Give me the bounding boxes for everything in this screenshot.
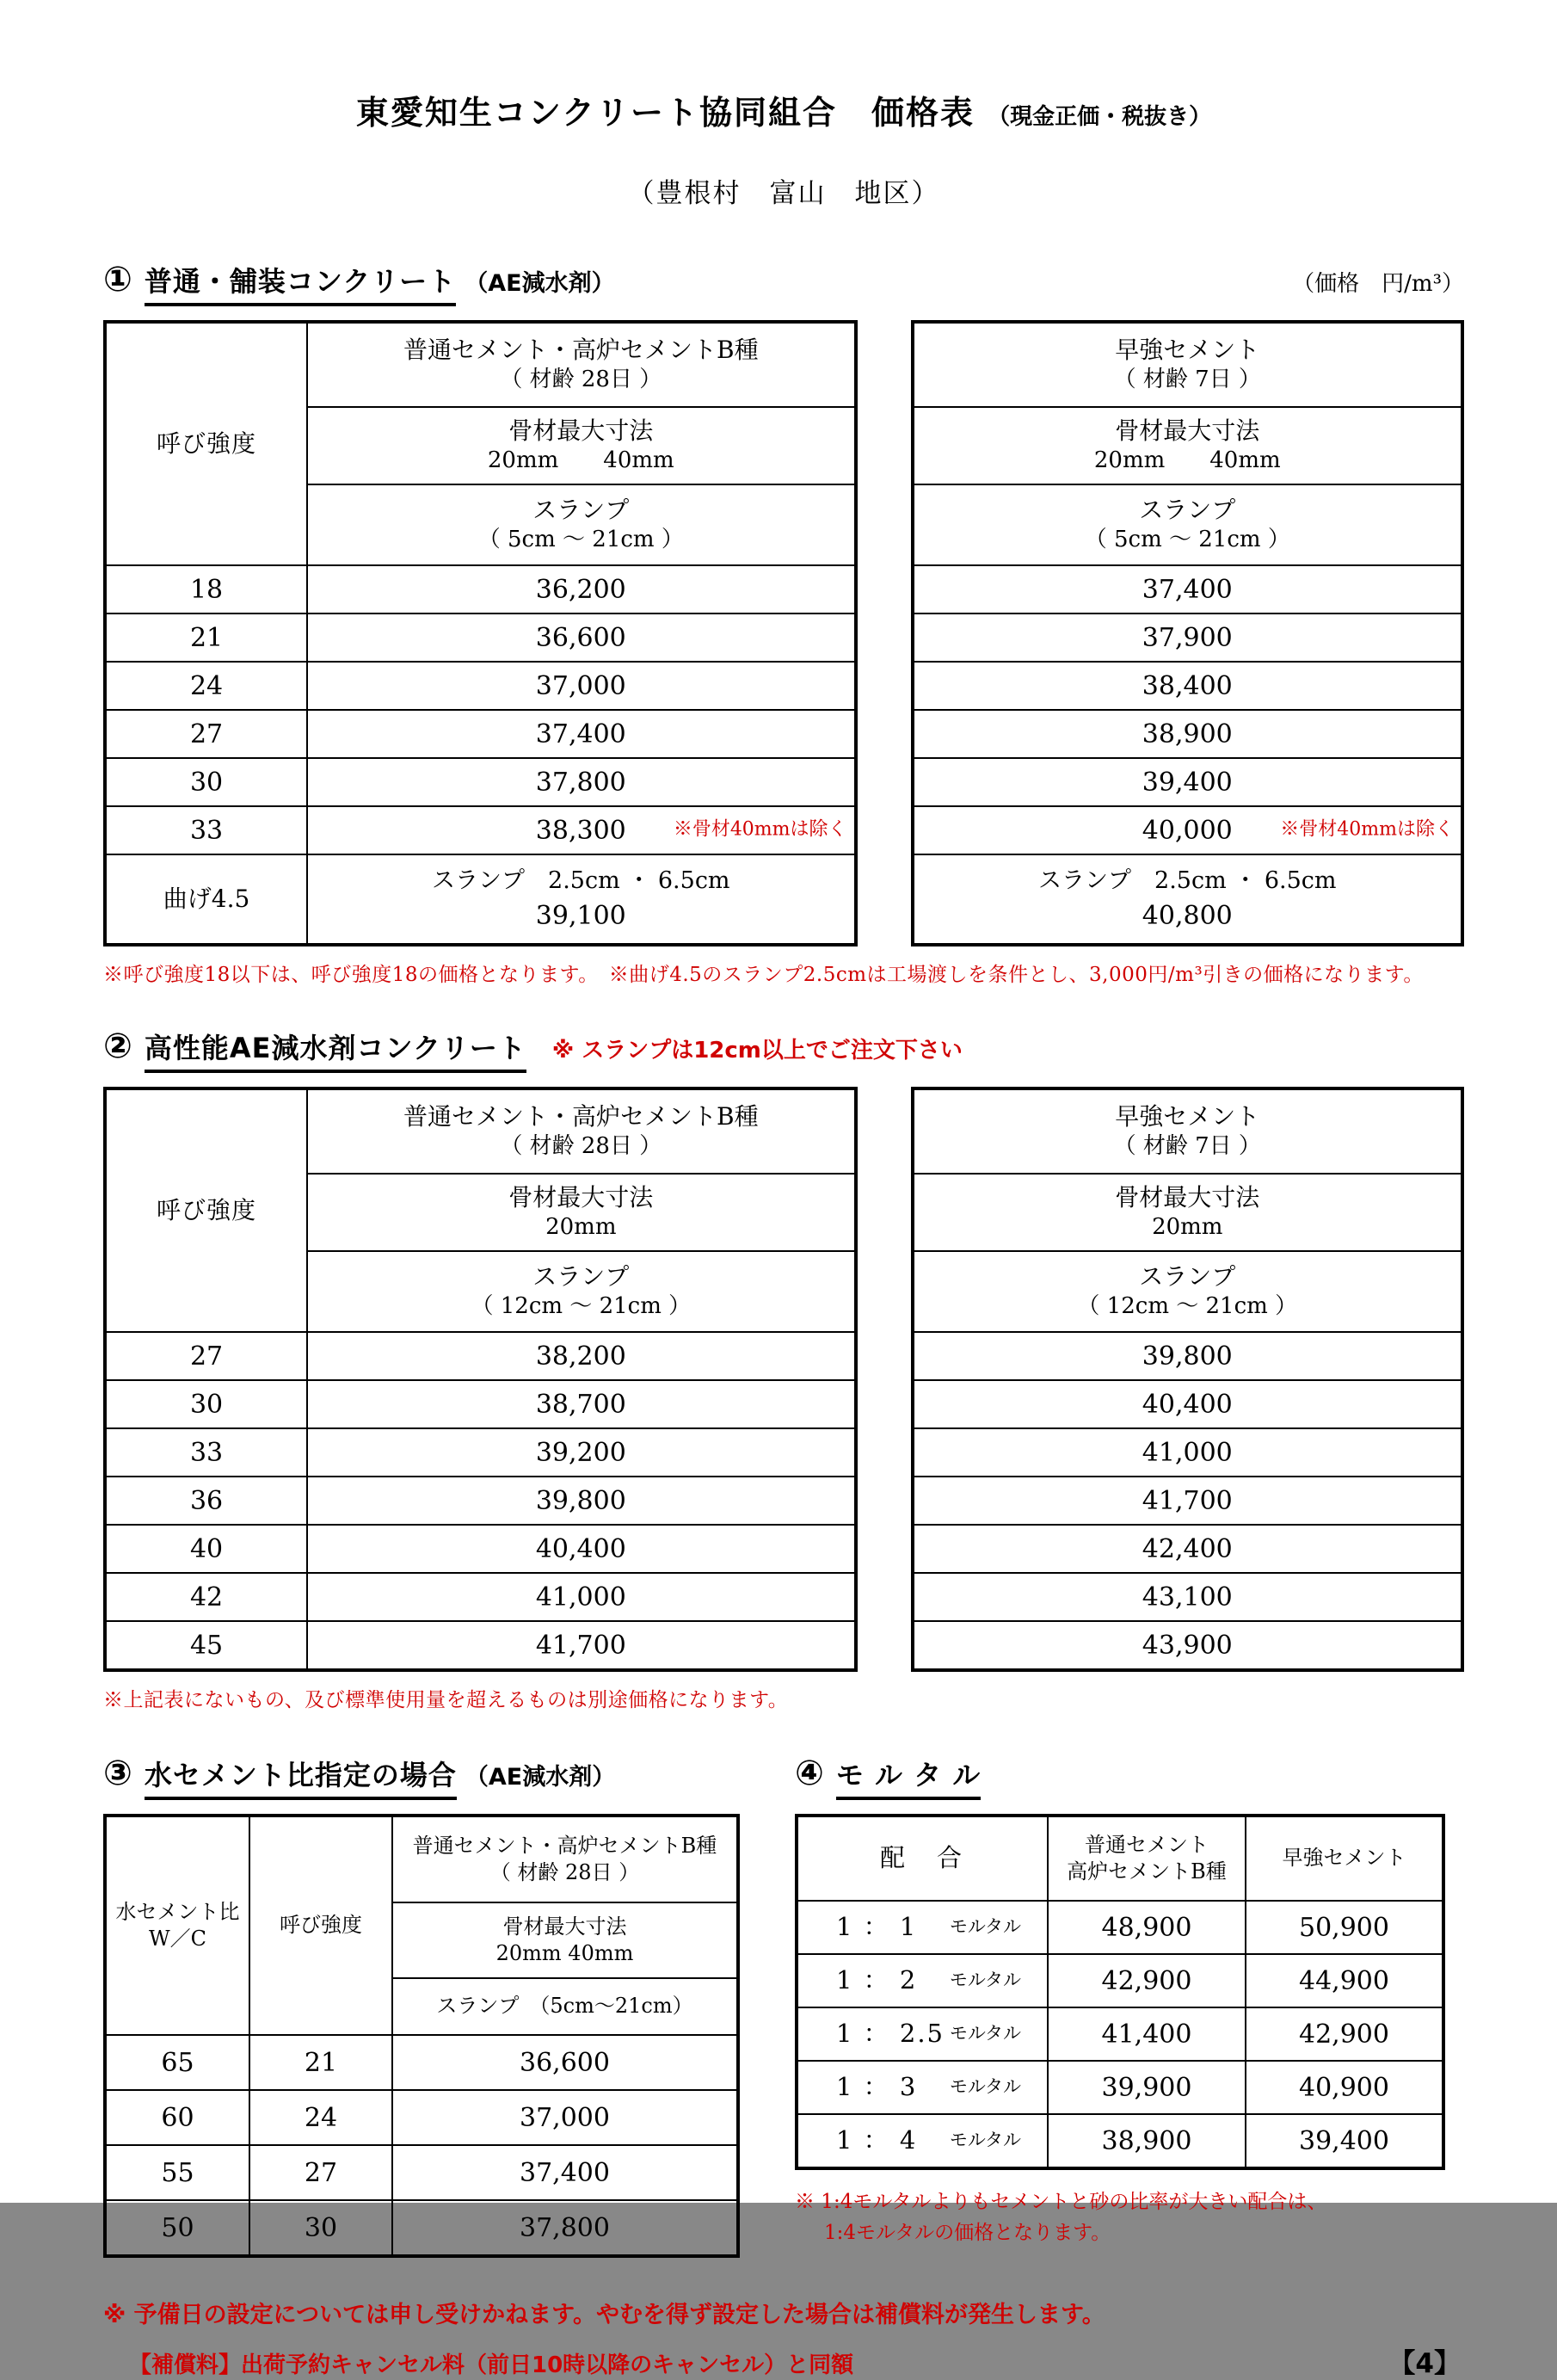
aggregate-header-cell: [913, 1174, 1462, 1251]
price-cell: [307, 806, 855, 854]
price-cell: 38,200: [307, 1332, 855, 1380]
table-row: [913, 322, 1462, 407]
table-row: [913, 806, 1462, 854]
price-cell: 37,800: [307, 758, 855, 806]
section-1-right-table: [911, 320, 1464, 946]
price-cell: 38,700: [307, 1380, 855, 1428]
section-2-right-table: [911, 1087, 1464, 1672]
bend-price-cell: [307, 854, 855, 945]
page-number: 【4】: [1388, 2348, 1461, 2379]
mix-header-cell: 配 合: [797, 1816, 1048, 1901]
normal-cement-line1: 普通セメント: [1085, 1832, 1209, 1857]
strength-cell: 33: [105, 806, 307, 854]
normal-price-cell: 38,900: [1048, 2114, 1246, 2168]
aggregate-label: 骨材最大寸法: [1115, 1182, 1260, 1212]
cement-header-cell: [392, 1816, 738, 1902]
rapid-price-cell: 44,900: [1246, 1954, 1443, 2007]
table-row: [105, 2145, 738, 2200]
rapid-price-cell: 42,900: [1246, 2007, 1443, 2061]
aggregate-label: 骨材最大寸法: [502, 1914, 627, 1939]
strength-header-cell: 呼び強度: [249, 1816, 392, 2035]
section-3-table: [103, 1814, 740, 2258]
table-row: [913, 662, 1462, 710]
table-row: [105, 806, 856, 854]
price-cell: 39,800: [307, 1477, 855, 1525]
table-row: [105, 854, 856, 945]
price-cell: 37,400: [392, 2145, 738, 2200]
slump-range: （ 12cm ～ 21cm ）: [471, 1293, 692, 1320]
table-row: [913, 1525, 1462, 1573]
mix-cell: [797, 1901, 1048, 1954]
price-cell: 37,400: [913, 565, 1462, 613]
aggregate-sizes: 20mm 40mm: [1093, 447, 1281, 474]
wc-header-cell: [105, 1816, 249, 2035]
bend-price-cell: [913, 854, 1462, 945]
section-1: [103, 260, 1464, 987]
table-row: [913, 1621, 1462, 1670]
normal-cement-header-cell: [1048, 1816, 1246, 1901]
mix-ratio: 1 ： 3: [836, 2072, 918, 2102]
table-row: [797, 2114, 1443, 2168]
table-row: [105, 1573, 856, 1621]
section-4-title: モ ル タ ル: [836, 1754, 981, 1800]
footer-line2: 【補償料】出荷予約キャンセル料（前日10時以降のキャンセル）と同額: [129, 2352, 854, 2378]
wc-cell: 55: [105, 2145, 249, 2200]
mix-unit: モルタル: [949, 1916, 1021, 1938]
price-cell: 38,400: [913, 662, 1462, 710]
price-cell: 41,700: [307, 1621, 855, 1670]
section-1-number: ①: [103, 260, 132, 299]
table-row: [105, 662, 856, 710]
table-row: [913, 565, 1462, 613]
wc-cell: 65: [105, 2035, 249, 2090]
normal-price-cell: 41,400: [1048, 2007, 1246, 2061]
table-row: [105, 1332, 856, 1380]
price-cell: 39,400: [913, 758, 1462, 806]
price-cell: 40,400: [913, 1380, 1462, 1428]
table-row: [913, 1573, 1462, 1621]
table-row: [913, 854, 1462, 945]
cement-name: 普通セメント・高炉セメントB種: [403, 335, 759, 364]
cement-name: 普通セメント・高炉セメントB種: [403, 1101, 759, 1131]
table-row: [105, 322, 856, 407]
cement-header-cell: [307, 322, 855, 407]
bend-slump: スランプ 2.5cm ・ 6.5cm: [1038, 866, 1337, 894]
mix-cell: [797, 2114, 1048, 2168]
note-line2: 1:4モルタルの価格となります。: [824, 2221, 1111, 2244]
normal-price-cell: 42,900: [1048, 1954, 1246, 2007]
price-cell: 37,000: [307, 662, 855, 710]
bottom-sections: [103, 1754, 1464, 2258]
wc-cell: 50: [105, 2200, 249, 2256]
slump-header-cell: [913, 484, 1462, 565]
table-row: [913, 407, 1462, 484]
price-cell: 43,900: [913, 1621, 1462, 1670]
section-1-suffix: （AE減水剤）: [465, 270, 615, 297]
aggregate-sizes: 20mm: [545, 1214, 617, 1241]
slump-range: （ 5cm ～ 21cm ）: [477, 527, 684, 553]
price-cell: 41,000: [913, 1428, 1462, 1477]
section-1-tables: [103, 320, 1464, 946]
slump-range: （ 12cm ～ 21cm ）: [1077, 1293, 1298, 1320]
price-cell: 36,600: [392, 2035, 738, 2090]
section-2: [103, 1027, 1464, 1712]
price-cell: 39,200: [307, 1428, 855, 1477]
aggregate-exclusion-note: ※骨材40mmは除く: [1280, 818, 1454, 841]
table-row: [913, 710, 1462, 758]
strength-cell: 36: [105, 1477, 307, 1525]
cement-age: （ 材齢 28日 ）: [489, 1860, 640, 1884]
title-text: 東愛知生コンクリート協同組合 価格表: [355, 93, 975, 132]
table-row: [797, 1954, 1443, 2007]
table-row: [105, 1477, 856, 1525]
table-row: [105, 565, 856, 613]
table-row: [105, 1088, 856, 1174]
rapid-price-cell: 50,900: [1246, 1901, 1443, 1954]
strength-cell: 27: [105, 1332, 307, 1380]
wc-label-line1: 水セメント比: [115, 1899, 240, 1924]
aggregate-sizes: 20mm 40mm: [487, 447, 674, 474]
aggregate-label: 骨材最大寸法: [508, 416, 654, 445]
bend-price: 40,800: [1142, 901, 1233, 932]
section-4-number: ④: [795, 1754, 824, 1793]
table-row: [105, 1428, 856, 1477]
price-cell: 36,200: [307, 565, 855, 613]
document-subtitle: （豊根村 富山 地区）: [627, 178, 940, 209]
slump-label: スランプ: [1139, 495, 1236, 524]
strength-cell: 27: [105, 710, 307, 758]
price-cell: [913, 806, 1462, 854]
strength-cell: 33: [105, 1428, 307, 1477]
section-3-number: ③: [103, 1754, 132, 1793]
strength-cell: 30: [249, 2200, 392, 2256]
rapid-price-cell: 40,900: [1246, 2061, 1443, 2114]
cement-name: 普通セメント・高炉セメントB種: [412, 1833, 717, 1858]
aggregate-sizes: 20mm: [1152, 1214, 1223, 1241]
section-2-footnote: ※上記表にないもの、及び標準使用量を超えるものは別途価格になります。: [103, 1689, 789, 1711]
table-row: [797, 2061, 1443, 2114]
bend-label-cell: 曲げ4.5: [105, 854, 307, 945]
table-row: [913, 1251, 1462, 1332]
cement-header-cell: [913, 322, 1462, 407]
note-line1: ※ 1:4モルタルよりもセメントと砂の比率が大きい配合は、: [795, 2191, 1327, 2213]
price-cell: 36,600: [307, 613, 855, 662]
section-1-heading: [103, 260, 1464, 306]
normal-price-cell: 39,900: [1048, 2061, 1246, 2114]
section-2-title: 高性能AE減水剤コンクリート: [145, 1027, 526, 1073]
wc-label-line2: W／C: [148, 1927, 207, 1951]
row-header-cell: 呼び強度: [105, 322, 307, 565]
table-row: [913, 1428, 1462, 1477]
footer: [103, 2296, 1464, 2380]
table-row: [913, 758, 1462, 806]
cement-age: （ 材齢 28日 ）: [500, 367, 662, 393]
mix-ratio: 1 ： 4: [836, 2125, 918, 2155]
slump-label: スランプ: [532, 495, 630, 524]
table-row: [797, 1816, 1443, 1901]
mix-cell: [797, 2061, 1048, 2114]
mix-unit: モルタル: [949, 1970, 1021, 1991]
footer-line2-row: [129, 2341, 1464, 2380]
table-row: [913, 1088, 1462, 1174]
price-value: 40,000: [1142, 815, 1233, 846]
rapid-cement-header-cell: 早強セメント: [1246, 1816, 1443, 1901]
document-title: [103, 86, 1464, 133]
rapid-price-cell: 39,400: [1246, 2114, 1443, 2168]
section-4-table: [795, 1814, 1445, 2170]
wc-cell: 60: [105, 2090, 249, 2145]
section-2-tables: [103, 1087, 1464, 1672]
strength-cell: 40: [105, 1525, 307, 1573]
table-row: [105, 613, 856, 662]
mix-ratio: 1 ： 2: [836, 1965, 918, 1995]
mix-cell: [797, 2007, 1048, 2061]
price-value: 38,300: [535, 815, 626, 846]
price-cell: 37,900: [913, 613, 1462, 662]
table-row: [913, 1380, 1462, 1428]
bend-slump: スランプ 2.5cm ・ 6.5cm: [432, 866, 730, 894]
strength-cell: 18: [105, 565, 307, 613]
cement-age: （ 材齢 7日 ）: [1113, 1133, 1261, 1160]
strength-cell: 27: [249, 2145, 392, 2200]
aggregate-header-cell: [307, 1174, 855, 1251]
section-4: [795, 1754, 1445, 2248]
slump-header-cell: スランプ （5cm～21cm）: [392, 1978, 738, 2035]
title-note: （現金正価・税抜き）: [988, 104, 1212, 130]
price-unit-label: （価格 円/m³）: [1292, 271, 1464, 297]
table-row: [797, 2007, 1443, 2061]
section-3-heading: [103, 1754, 740, 1800]
strength-cell: 45: [105, 1621, 307, 1670]
section-3: [103, 1754, 740, 2258]
section-3-title: 水セメント比指定の場合: [145, 1754, 457, 1800]
mix-ratio: 1 ： 1: [836, 1912, 918, 1942]
table-row: [913, 1332, 1462, 1380]
aggregate-header-cell: [913, 407, 1462, 484]
strength-cell: 30: [105, 758, 307, 806]
normal-cement-line2: 高炉セメントB種: [1067, 1859, 1227, 1884]
section-1-title: 普通・舗装コンクリート: [145, 260, 456, 306]
strength-cell: 30: [105, 1380, 307, 1428]
slump-label: スランプ: [1139, 1261, 1236, 1291]
table-row: [913, 613, 1462, 662]
aggregate-header-cell: [307, 407, 855, 484]
price-cell: 42,400: [913, 1525, 1462, 1573]
cement-name: 早強セメント: [1115, 1101, 1260, 1131]
strength-cell: 21: [249, 2035, 392, 2090]
cement-header-cell: [307, 1088, 855, 1174]
strength-cell: 21: [105, 613, 307, 662]
table-row: [913, 1174, 1462, 1251]
aggregate-header-cell: [392, 1902, 738, 1978]
price-cell: 43,100: [913, 1573, 1462, 1621]
row-header-cell: 呼び強度: [105, 1088, 307, 1332]
table-row: [105, 1525, 856, 1573]
table-row: [105, 2200, 738, 2256]
section-1-footnote: ※呼び強度18以下は、呼び強度18の価格となります。 ※曲げ4.5のスランプ2.5cmは工場渡しを条件とし、3,000円/m³引きの価格になります。: [103, 964, 1424, 986]
mix-ratio: 1 ： 2.5: [836, 2019, 945, 2049]
price-cell: 38,900: [913, 710, 1462, 758]
mix-unit: モルタル: [949, 2023, 1021, 2044]
price-cell: 37,000: [392, 2090, 738, 2145]
table-row: [105, 710, 856, 758]
strength-cell: 24: [249, 2090, 392, 2145]
aggregate-label: 骨材最大寸法: [1115, 416, 1260, 445]
cement-age: （ 材齢 7日 ）: [1113, 367, 1261, 393]
table-row: [913, 1477, 1462, 1525]
price-cell: 40,400: [307, 1525, 855, 1573]
table-row: [105, 2035, 738, 2090]
strength-cell: 24: [105, 662, 307, 710]
mix-unit: モルタル: [949, 2130, 1021, 2151]
slump-range: （ 5cm ～ 21cm ）: [1084, 527, 1290, 553]
normal-price-cell: 48,900: [1048, 1901, 1246, 1954]
table-row: [105, 1816, 738, 1902]
section-2-number: ②: [103, 1027, 132, 1066]
price-cell: 37,800: [392, 2200, 738, 2256]
bend-price: 39,100: [535, 901, 626, 932]
section-3-suffix: （AE減水剤）: [465, 1764, 616, 1791]
table-row: [797, 1901, 1443, 1954]
section-1-left-table: [103, 320, 858, 946]
table-row: [105, 1380, 856, 1428]
mix-unit: モルタル: [949, 2076, 1021, 2098]
section-2-heading: [103, 1027, 1464, 1073]
table-row: [105, 1621, 856, 1670]
table-row: [913, 484, 1462, 565]
aggregate-exclusion-note: ※骨材40mmは除く: [673, 818, 847, 841]
strength-cell: 42: [105, 1573, 307, 1621]
footer-line1: ※ 予備日の設定については申し受けかねます。やむを得ず設定した場合は補償料が発生します。: [103, 2302, 1105, 2328]
section-4-note: [795, 2187, 1445, 2248]
cement-age: （ 材齢 28日 ）: [500, 1133, 662, 1160]
slump-header-cell: [913, 1251, 1462, 1332]
slump-label: スランプ: [532, 1261, 630, 1291]
section-2-red-note: ※ スランプは12cm以上でご注文下さい: [551, 1038, 963, 1064]
slump-header-cell: [307, 1251, 855, 1332]
mix-cell: [797, 1954, 1048, 2007]
table-row: [105, 2090, 738, 2145]
price-cell: 39,800: [913, 1332, 1462, 1380]
price-cell: 37,400: [307, 710, 855, 758]
slump-header-cell: [307, 484, 855, 565]
aggregate-sizes: 20mm 40mm: [495, 1941, 634, 1965]
price-cell: 41,700: [913, 1477, 1462, 1525]
cement-name: 早強セメント: [1115, 335, 1260, 364]
price-cell: 41,000: [307, 1573, 855, 1621]
cement-header-cell: [913, 1088, 1462, 1174]
section-4-heading: [795, 1754, 1445, 1800]
section-2-left-table: [103, 1087, 858, 1672]
table-row: [105, 758, 856, 806]
aggregate-label: 骨材最大寸法: [508, 1182, 654, 1212]
